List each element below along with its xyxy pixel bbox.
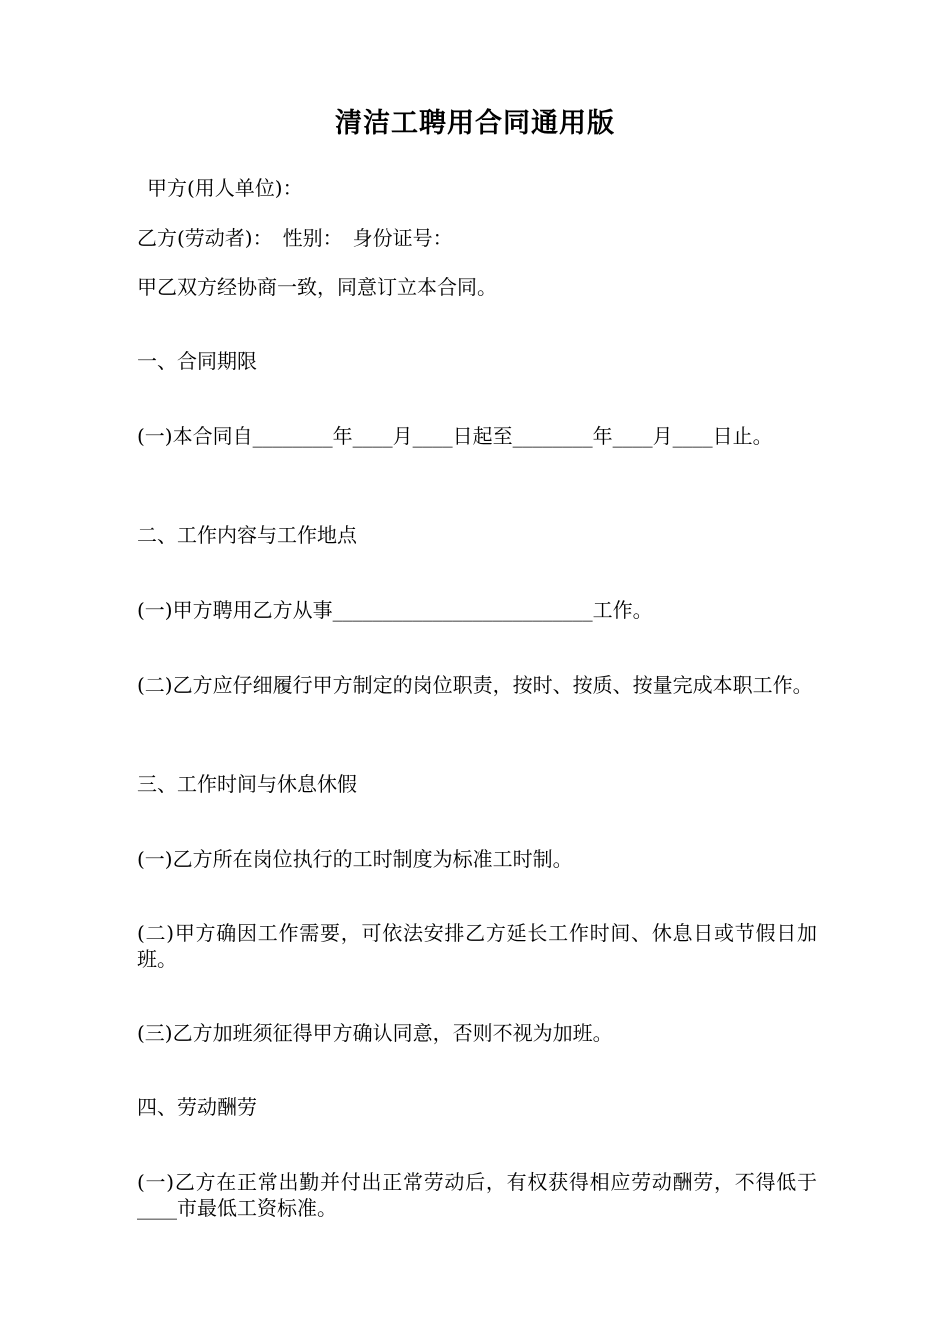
- section-heading-work-content: 二、工作内容与工作地点: [137, 523, 357, 547]
- section-heading-work-hours: 三、工作时间与休息休假: [137, 772, 357, 796]
- clause-remuneration-1: (一)乙方在正常出勤并付出正常劳动后，有权获得相应劳动酬劳，不得低于____市最低工资标准。: [137, 1170, 817, 1220]
- clause-term-1: (一)本合同自________年____月____日起至________年____月____日止。: [137, 424, 773, 448]
- clause-work-content-1: (一)甲方聘用乙方从事__________________________工作。: [137, 598, 653, 622]
- section-heading-remuneration: 四、劳动酬劳: [137, 1095, 257, 1119]
- party-a-line: 甲方(用人单位)：: [147, 176, 303, 200]
- document-title: 清洁工聘用合同通用版: [335, 108, 615, 139]
- intro-paragraph: 甲乙双方经协商一致，同意订立本合同。: [137, 275, 497, 299]
- section-heading-term: 一、合同期限: [137, 349, 257, 373]
- clause-work-hours-2: (二)甲方确因工作需要，可依法安排乙方延长工作时间、休息日或节假日加班。: [137, 921, 817, 971]
- party-b-line: 乙方(劳动者)： 性别： 身份证号：: [137, 226, 453, 250]
- clause-work-hours-3: (三)乙方加班须征得甲方确认同意，否则不视为加班。: [137, 1021, 613, 1045]
- clause-work-content-2: (二)乙方应仔细履行甲方制定的岗位职责，按时、按质、按量完成本职工作。: [137, 673, 813, 697]
- clause-work-hours-1: (一)乙方所在岗位执行的工时制度为标准工时制。: [137, 847, 573, 871]
